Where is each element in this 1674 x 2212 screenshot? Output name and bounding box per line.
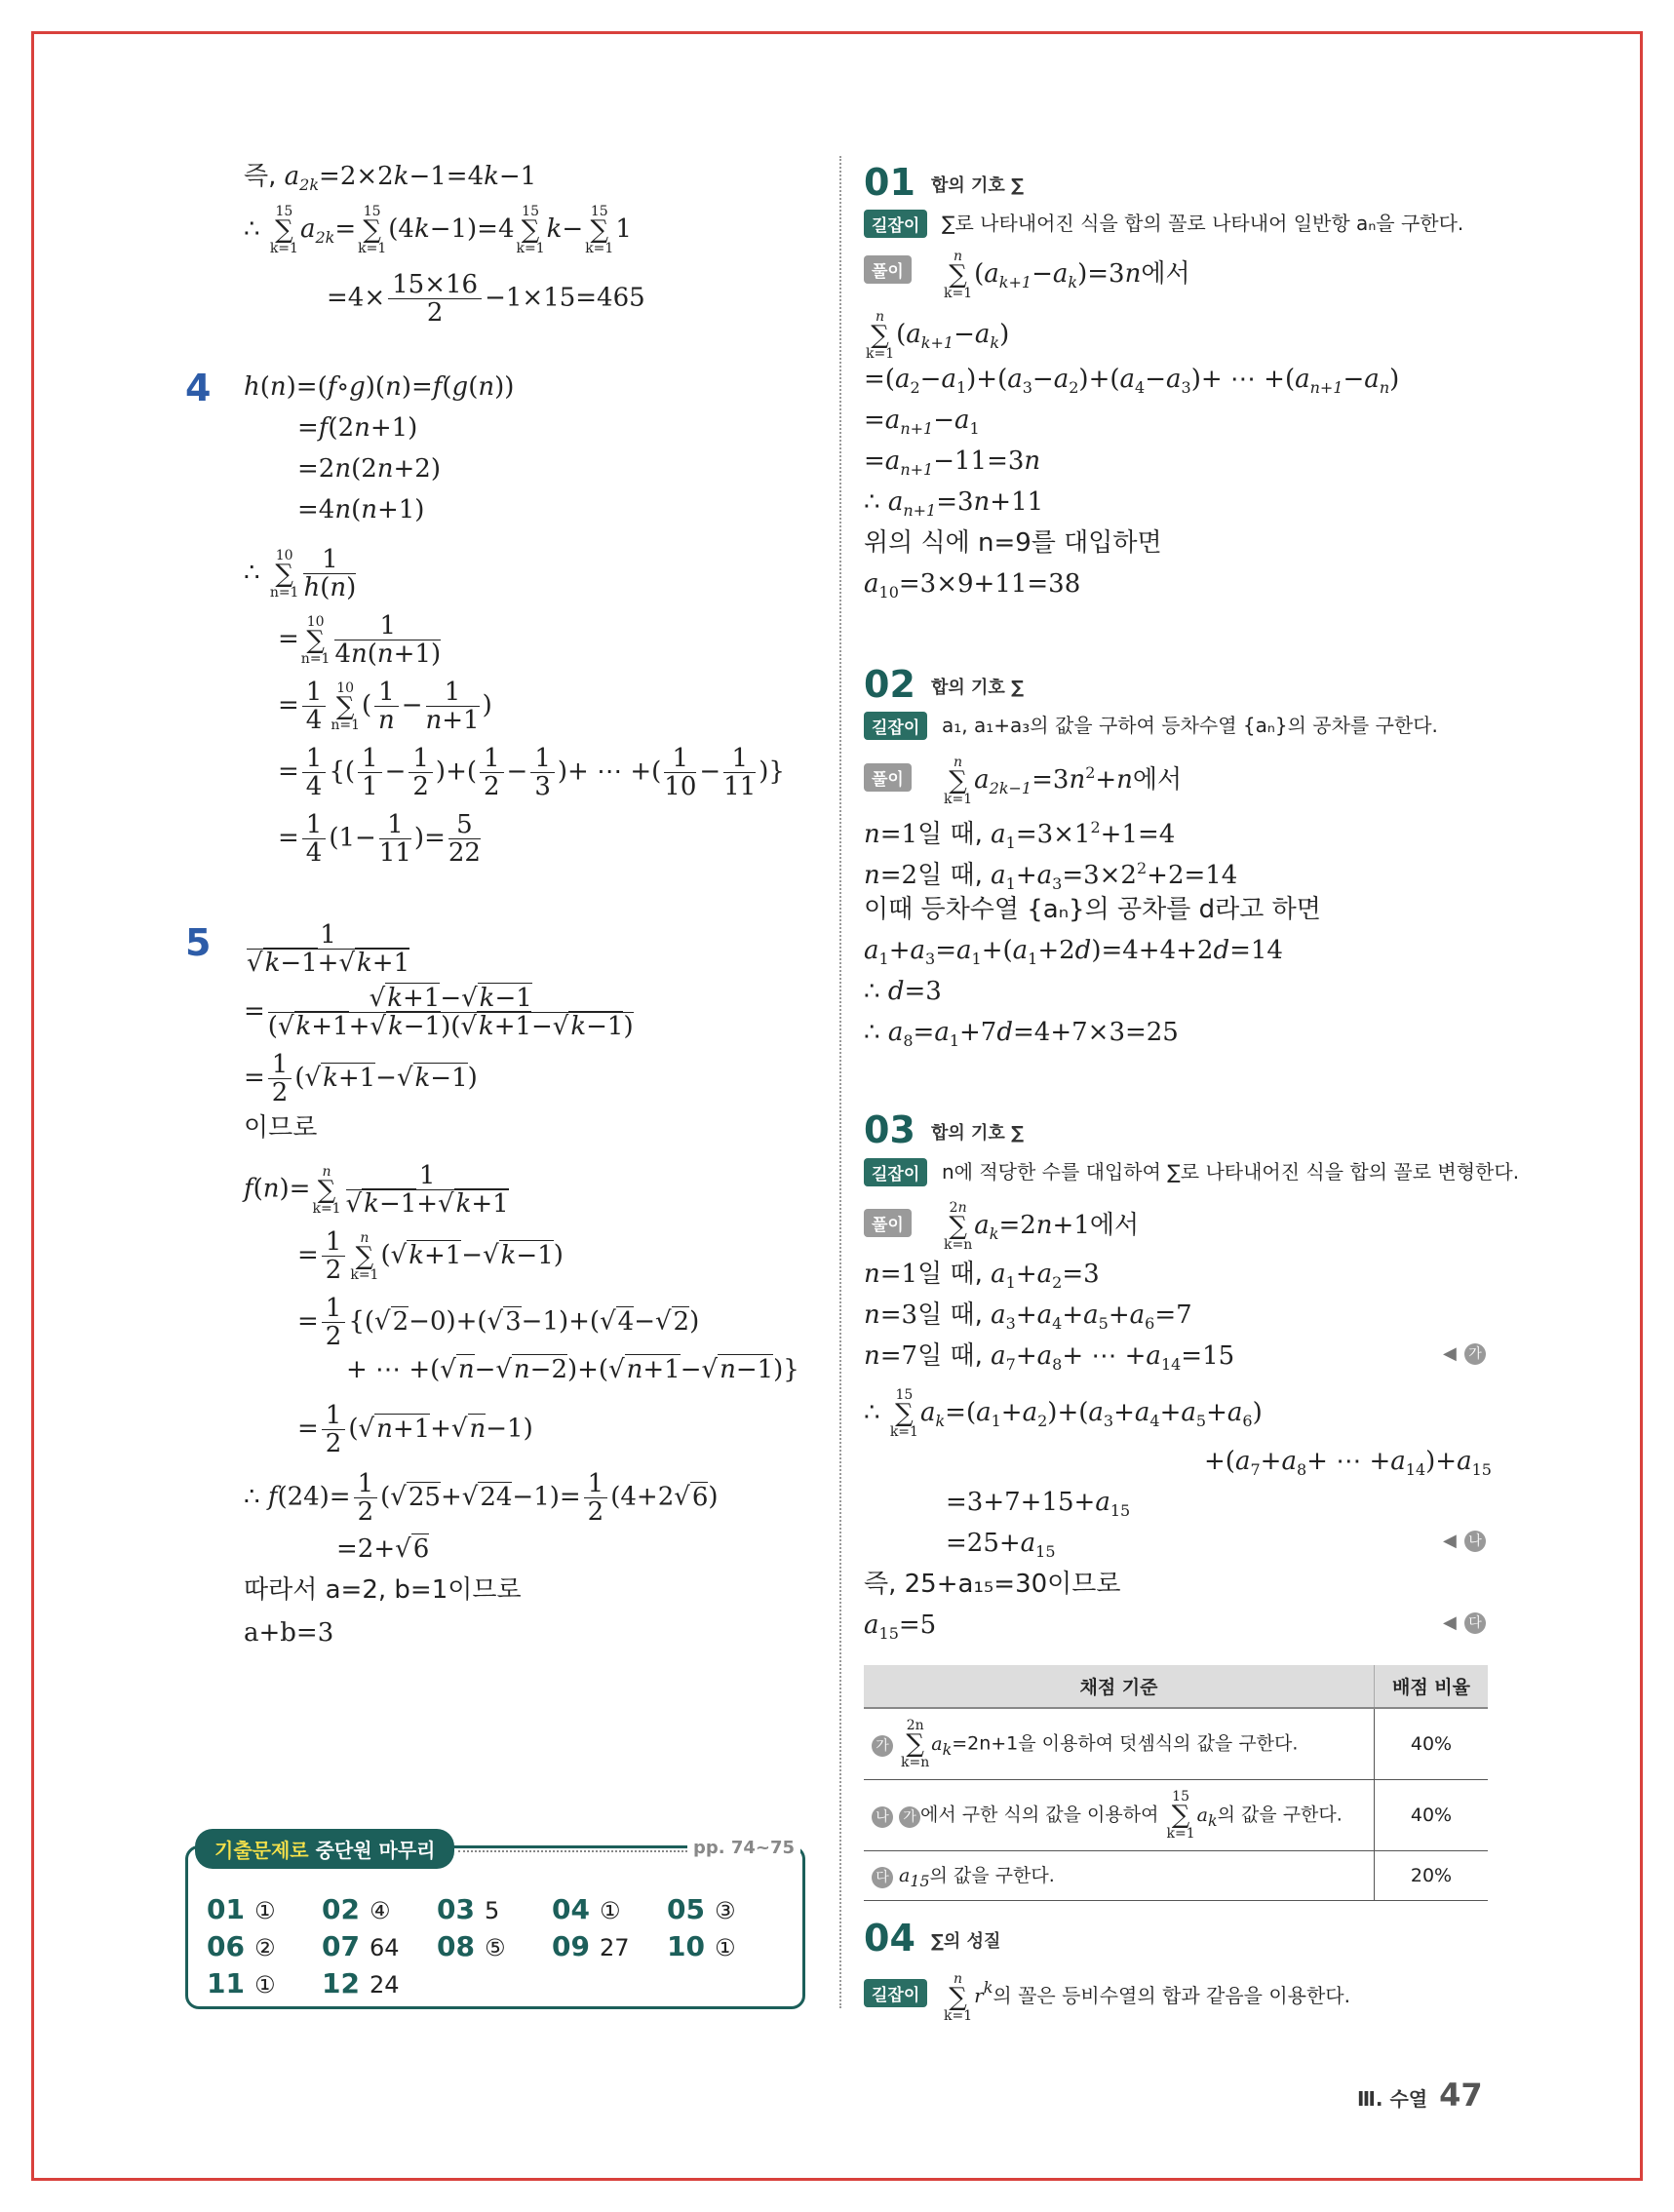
hint-text: n에 적당한 수를 대입하여 ∑로 나타내어진 식을 합의 꼴로 변형한다. <box>942 1160 1520 1184</box>
scoring-header: 배점 비율 <box>1375 1665 1489 1708</box>
answer-value: ⑤ <box>484 1934 506 1961</box>
problem-number: 5 <box>185 921 212 964</box>
eq-line: $=a_{n+1}-a_1$ <box>864 406 980 438</box>
section-topic: ∑의 성질 <box>931 1931 1001 1952</box>
answer-value: 24 <box>369 1971 400 1999</box>
table-row: 가 2n ∑ $k=na_k=2n+1$을 이용하여 덧셈식의 값을 구한다. 40% <box>864 1708 1488 1780</box>
problem-number: 4 <box>185 367 212 409</box>
dotted-rule <box>458 1850 687 1852</box>
answer-item <box>322 1967 400 1999</box>
eq-line: f(n)=n ∑ k=1 $\frac{1}{√k-1+√k+1}$ <box>244 1161 509 1219</box>
answer-item <box>667 1930 735 1962</box>
answer-item <box>207 1930 275 1962</box>
marker-ga: 가 <box>1464 1343 1486 1365</box>
section-number: 02 <box>864 663 915 706</box>
answer-value: ① <box>714 1934 736 1961</box>
answer-number: 07 <box>322 1930 360 1962</box>
column-separator <box>839 156 841 2008</box>
solution-tag: 풀이 <box>864 255 912 284</box>
eq-line: =4× $\frac{15\times 16}{2}$ −1×15=465 <box>327 270 645 328</box>
answer-item <box>552 1930 630 1962</box>
page-number: 47 <box>1439 2076 1483 2114</box>
marker-arrow: ◀ <box>1443 1531 1457 1551</box>
answer-number: 11 <box>207 1967 245 1999</box>
answer-item <box>322 1930 400 1962</box>
table-row: 나 가 에서 구한 식의 값을 이용하여 15 ∑ $k=1a_k$의 값을 구한다. 40% <box>864 1780 1488 1851</box>
answer-number: 06 <box>207 1930 245 1962</box>
answer-number: 02 <box>322 1893 360 1925</box>
eq-line: ∴ d=3 <box>864 977 942 1006</box>
text-line: a+b=3 <box>244 1618 334 1648</box>
eq-line: 즉, $a_{2k}=2\times 2k-1=4k-1$ <box>244 162 537 194</box>
page-footer <box>1357 2076 1483 2114</box>
hint-text: ∑로 나타내어진 식을 합의 꼴로 나타내어 일반항 aₙ을 구한다. <box>942 212 1464 235</box>
eq-line: = $\frac{1}{4}$ {( $\frac{1}{1}$ − $\frac{1}{2}$ )+( $\frac{1}{2}$ − $\frac{1}{3}$ )+ ⋯ +( $\frac{1}{10}$ − $\frac{1}{11}$ )} <box>278 744 785 801</box>
eq-line: n=2일 때, $a_1+a_3=3\times 2^2+2=14$ <box>864 859 1238 893</box>
eq-line: $a_{15}=5$ <box>864 1610 937 1643</box>
eq-line: = $\frac{√k+1-√k-1}{(√k+1+√k-1)(√k+1-√k-1)}$ <box>244 984 634 1041</box>
eq-line: $=(a_2-a_1)+(a_3-a_2)+(a_4-a_3)+$ ⋯ $+(a_{n+1}-a_n)$ <box>864 365 1400 397</box>
box-title: 기출문제로 중단원 마무리 <box>195 1829 454 1869</box>
answer-item <box>667 1893 735 1925</box>
section-number: 01 <box>864 161 915 204</box>
answer-value: 64 <box>369 1934 400 1961</box>
eq-line: ∴ $a_8=a_1+7d=4+7\times 3=25$ <box>864 1018 1179 1050</box>
footer-section: Ⅲ. 수열 <box>1357 2087 1428 2111</box>
answer-value: ① <box>253 1897 276 1924</box>
eq-line: $a_1+a_3=a_1+(a_1+2d)=4+4+2d=14$ <box>864 936 1283 968</box>
answer-number: 10 <box>667 1930 705 1962</box>
eq-line: = $\frac{1}{4}$ (1− $\frac{1}{11}$ )= $\frac{5}{22}$ <box>278 810 481 868</box>
eq-line: 2n ∑ $k=na_k=2n+1$에서 <box>944 1200 1140 1253</box>
section-topic: 합의 기호 ∑ <box>931 1123 1025 1144</box>
answer-item <box>437 1893 499 1925</box>
answer-item <box>207 1967 275 1999</box>
answer-item <box>322 1893 390 1925</box>
eq-line: = $\frac{1}{2}$ n ∑ k=1(√k+1−√k−1) <box>297 1227 564 1285</box>
answer-number: 01 <box>207 1893 245 1925</box>
answer-number: 12 <box>322 1967 360 1999</box>
eq-line: ∴ 15 ∑ $k=1a_k=(a_1+a_2)+(a_3+a_4+a_5+a_6)$ <box>864 1387 1263 1440</box>
answer-value: ③ <box>714 1897 736 1924</box>
eq-line: n=1일 때, $a_1=3\times 1^2+1=4$ <box>864 818 1176 852</box>
eq-line: n=3일 때, $a_3+a_4+a_5+a_6=7$ <box>864 1300 1192 1333</box>
eq-line: ∴ 10 ∑ n=1 $\frac{1}{h(n)}$ <box>244 545 357 602</box>
scoring-table <box>864 1665 1488 1901</box>
eq-line: =2+√6 <box>336 1534 430 1564</box>
hint-tag: 길잡이 <box>864 210 927 238</box>
answer-value: 27 <box>599 1934 630 1961</box>
eq-line: = $\frac{1}{2}$ (√k+1−√k−1) <box>244 1050 478 1107</box>
answer-number: 08 <box>437 1930 475 1962</box>
answer-item <box>207 1893 275 1925</box>
eq-line: $=25+a_{15}$ <box>946 1529 1056 1561</box>
answer-number: 03 <box>437 1893 475 1925</box>
answer-value: ④ <box>369 1897 391 1924</box>
eq-line: ∴ 15 ∑ $k=1a_{2k}=15$ ∑ k=1(4k−1)=415 ∑ k=1k−15 ∑ k=11 <box>244 204 632 256</box>
eq-line: =2n(2n+2) <box>297 454 441 484</box>
solution-tag: 풀이 <box>864 763 912 792</box>
text-line: 이므로 <box>244 1113 318 1143</box>
answer-number: 04 <box>552 1893 590 1925</box>
answer-number: 09 <box>552 1930 590 1962</box>
eq-line: n=7일 때, $a_7+a_8+$ ⋯ $+a_{14}=15$ <box>864 1341 1235 1374</box>
text-line: 따라서 a=2, b=1이므로 <box>244 1575 522 1605</box>
hint-text: n ∑ $k=1r^k$의 꼴은 등비수열의 합과 같음을 이용한다. <box>944 1970 1350 2024</box>
text-line: 즉, 25+a₁₅=30이므로 <box>864 1570 1121 1599</box>
solution-tag: 풀이 <box>864 1209 912 1237</box>
eq-line: =10 ∑ n=1 $\frac{1}{4n(n+1)}$ <box>278 611 442 669</box>
marker-na: 나 <box>1464 1531 1486 1552</box>
hint-tag: 길잡이 <box>864 712 927 740</box>
eq-line: = $\frac{1}{2}$ {(√2−0)+(√3−1)+(√4−√2) <box>297 1294 700 1351</box>
answer-value: 5 <box>484 1897 500 1924</box>
section-topic: 합의 기호 ∑ <box>931 175 1025 196</box>
eq-line: = $\frac{1}{2}$ (√n+1+√n−1) <box>297 1401 533 1458</box>
eq-line: $\frac{1}{√k-1+√k+1}$ <box>247 920 410 978</box>
hint-tag: 길잡이 <box>864 1158 927 1186</box>
answer-value: ① <box>599 1897 621 1924</box>
eq-line: ∴ $a_{n+1}=3n+11$ <box>864 487 1044 520</box>
text-line: 위의 식에 n=9를 대입하면 <box>864 528 1162 558</box>
answer-value: ② <box>253 1934 276 1961</box>
table-row: 다 $a_{15}$의 값을 구한다. 20% <box>864 1851 1488 1901</box>
section-topic: 합의 기호 ∑ <box>931 678 1025 698</box>
box-pages: pp. 74~75 <box>687 1838 800 1858</box>
marker-arrow: ◀ <box>1443 1612 1457 1633</box>
text-line: 이때 등차수열 {aₙ}의 공차를 d라고 하면 <box>864 895 1321 924</box>
eq-line: $=a_{n+1}-11=3n$ <box>864 446 1041 479</box>
eq-line: ∴ f(24)= $\frac{1}{2}$ (√25+√24−1)= $\frac{1}{2}$ (4+2√6) <box>244 1469 719 1527</box>
hint-tag: 길잡이 <box>864 1979 927 2007</box>
section-number: 03 <box>864 1108 915 1151</box>
eq-line: = $\frac{1}{4}$ 10 ∑ n=1( $\frac{1}{n}$ − $\frac{1}{n+1}$ ) <box>278 678 492 735</box>
eq-line: =4n(n+1) <box>297 495 425 524</box>
eq-line: $a_{10}=3\times 9+11=38$ <box>864 569 1081 602</box>
review-answer-box <box>185 1845 805 2009</box>
answer-item <box>437 1930 505 1962</box>
eq-line: n ∑ $k=1(a_{k+1}-a_k)=3n$에서 <box>944 249 1190 301</box>
eq-line: n ∑ $k=1a_{2k-1}=3n^2+n$에서 <box>944 755 1183 807</box>
eq-line: n ∑ $k=1(a_{k+1}-a_k)$ <box>866 309 1010 362</box>
eq-line: =f(2n+1) <box>297 413 418 443</box>
eq-line: + ⋯ +(√n−√n−2)+(√n+1−√n−1)} <box>346 1355 799 1384</box>
hint-text: a₁, a₁+a₃의 값을 구하여 등차수열 {aₙ}의 공차를 구한다. <box>942 714 1438 737</box>
section-number: 04 <box>864 1917 915 1960</box>
eq-line: n=1일 때, $a_1+a_2=3$ <box>864 1260 1100 1292</box>
eq-line: $+(a_7+a_8+$ ⋯ $+a_{14})+a_{15}$ <box>1204 1447 1492 1479</box>
answer-number: 05 <box>667 1893 705 1925</box>
marker-da: 다 <box>1464 1612 1486 1634</box>
answer-item <box>552 1893 620 1925</box>
answer-value: ① <box>253 1971 276 1999</box>
scoring-header: 채점 기준 <box>864 1665 1375 1708</box>
eq-line: h(n)=(f∘g)(n)=f(g(n)) <box>244 372 515 402</box>
eq-line: $=3+7+15+a_{15}$ <box>946 1488 1131 1520</box>
marker-arrow: ◀ <box>1443 1343 1457 1364</box>
